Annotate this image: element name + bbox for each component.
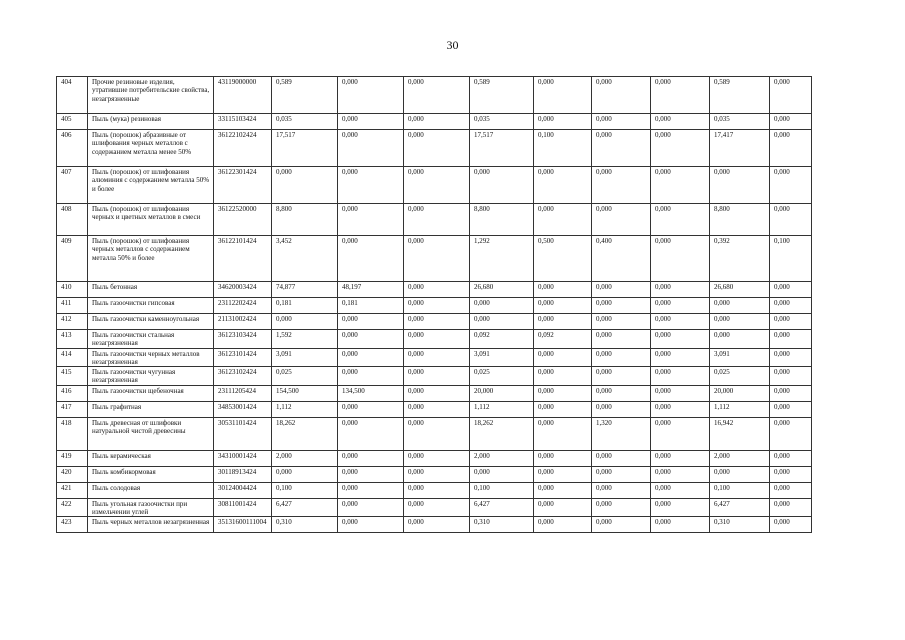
value-cell: 0,100 xyxy=(470,482,534,498)
value-cell: 0,000 xyxy=(770,314,812,330)
value-cell: 0,000 xyxy=(534,204,592,236)
waste-code: 36122301424 xyxy=(214,167,272,204)
value-cell: 0,000 xyxy=(592,401,651,417)
row-number: 420 xyxy=(57,466,88,482)
waste-name: Пыль керамическая xyxy=(88,450,214,466)
value-cell: 0,000 xyxy=(770,367,812,386)
row-number: 423 xyxy=(57,517,88,533)
value-cell: 0,392 xyxy=(710,236,770,282)
value-cell: 0,000 xyxy=(651,314,710,330)
value-cell: 0,000 xyxy=(404,114,470,130)
value-cell: 17,517 xyxy=(272,130,338,167)
table-row xyxy=(57,130,812,167)
row-number: 406 xyxy=(57,130,88,167)
value-cell: 0,000 xyxy=(770,114,812,130)
value-cell: 0,000 xyxy=(404,385,470,401)
row-number: 419 xyxy=(57,450,88,466)
value-cell: 6,427 xyxy=(470,498,534,517)
value-cell: 0,100 xyxy=(770,236,812,282)
row-number: 412 xyxy=(57,314,88,330)
value-cell: 0,000 xyxy=(651,130,710,167)
value-cell: 0,000 xyxy=(534,282,592,298)
value-cell: 0,000 xyxy=(710,167,770,204)
value-cell: 0,000 xyxy=(338,236,404,282)
table-row xyxy=(57,167,812,204)
row-number: 416 xyxy=(57,385,88,401)
value-cell: 0,000 xyxy=(770,482,812,498)
value-cell: 0,000 xyxy=(770,130,812,167)
value-cell: 1,292 xyxy=(470,236,534,282)
value-cell: 0,035 xyxy=(710,114,770,130)
value-cell: 0,000 xyxy=(338,367,404,386)
row-number: 409 xyxy=(57,236,88,282)
waste-code: 36122102424 xyxy=(214,130,272,167)
row-number: 417 xyxy=(57,401,88,417)
value-cell: 0,000 xyxy=(592,517,651,533)
value-cell: 0,000 xyxy=(592,114,651,130)
waste-name: Пыль газоочистки гипсовая xyxy=(88,298,214,314)
value-cell: 0,589 xyxy=(272,77,338,114)
row-number: 418 xyxy=(57,417,88,450)
value-cell: 0,589 xyxy=(470,77,534,114)
value-cell: 26,680 xyxy=(710,282,770,298)
waste-code: 35131600111004 xyxy=(214,517,272,533)
value-cell: 0,000 xyxy=(534,385,592,401)
waste-code: 23111205424 xyxy=(214,385,272,401)
value-cell: 0,000 xyxy=(534,417,592,450)
value-cell: 0,025 xyxy=(710,367,770,386)
waste-code: 36123101424 xyxy=(214,348,272,367)
table-row xyxy=(57,466,812,482)
value-cell: 0,000 xyxy=(592,330,651,349)
value-cell: 0,000 xyxy=(710,466,770,482)
value-cell: 2,000 xyxy=(710,450,770,466)
value-cell: 0,000 xyxy=(534,114,592,130)
value-cell: 0,000 xyxy=(592,348,651,367)
value-cell: 0,100 xyxy=(534,130,592,167)
value-cell: 6,427 xyxy=(710,498,770,517)
value-cell: 1,112 xyxy=(470,401,534,417)
waste-code: 36123102424 xyxy=(214,367,272,386)
row-number: 414 xyxy=(57,348,88,367)
value-cell: 0,000 xyxy=(338,348,404,367)
waste-name: Пыль черных металлов незагрязненная xyxy=(88,517,214,533)
value-cell: 0,000 xyxy=(404,367,470,386)
value-cell: 0,000 xyxy=(710,314,770,330)
waste-name: Пыль бетонная xyxy=(88,282,214,298)
value-cell: 8,800 xyxy=(272,204,338,236)
table-row xyxy=(57,517,812,533)
table-row xyxy=(57,385,812,401)
waste-code: 43119000000 xyxy=(214,77,272,114)
waste-name: Пыль солодовая xyxy=(88,482,214,498)
table-row xyxy=(57,417,812,450)
waste-code: 34620003424 xyxy=(214,282,272,298)
table-row xyxy=(57,77,812,114)
value-cell: 0,100 xyxy=(272,482,338,498)
value-cell: 0,000 xyxy=(770,348,812,367)
value-cell: 0,000 xyxy=(404,314,470,330)
waste-name: Пыль газоочистки чугунная незагрязненная xyxy=(88,367,214,386)
waste-name: Пыль графитная xyxy=(88,401,214,417)
value-cell: 0,000 xyxy=(338,77,404,114)
value-cell: 0,000 xyxy=(404,401,470,417)
waste-code: 30811001424 xyxy=(214,498,272,517)
value-cell: 0,000 xyxy=(592,130,651,167)
value-cell: 0,000 xyxy=(710,330,770,349)
row-number: 407 xyxy=(57,167,88,204)
value-cell: 26,680 xyxy=(470,282,534,298)
row-number: 410 xyxy=(57,282,88,298)
value-cell: 16,942 xyxy=(710,417,770,450)
value-cell: 0,092 xyxy=(534,330,592,349)
value-cell: 0,000 xyxy=(404,348,470,367)
value-cell: 0,000 xyxy=(404,298,470,314)
table-row xyxy=(57,282,812,298)
value-cell: 0,000 xyxy=(770,385,812,401)
waste-name: Пыль угольная газоочистки при измельчении углей xyxy=(88,498,214,517)
waste-name: Пыль газоочистки каменноугольная xyxy=(88,314,214,330)
value-cell: 0,000 xyxy=(338,204,404,236)
value-cell: 0,000 xyxy=(404,282,470,298)
value-cell: 1,112 xyxy=(710,401,770,417)
value-cell: 0,000 xyxy=(534,482,592,498)
value-cell: 18,262 xyxy=(470,417,534,450)
row-number: 411 xyxy=(57,298,88,314)
value-cell: 0,000 xyxy=(534,450,592,466)
value-cell: 0,000 xyxy=(338,167,404,204)
value-cell: 0,000 xyxy=(404,482,470,498)
value-cell: 0,000 xyxy=(404,417,470,450)
value-cell: 0,000 xyxy=(592,282,651,298)
value-cell: 0,000 xyxy=(592,298,651,314)
value-cell: 3,091 xyxy=(272,348,338,367)
value-cell: 154,500 xyxy=(272,385,338,401)
value-cell: 0,000 xyxy=(470,298,534,314)
value-cell: 0,000 xyxy=(338,114,404,130)
value-cell: 0,000 xyxy=(404,330,470,349)
value-cell: 0,000 xyxy=(534,498,592,517)
waste-code: 36122101424 xyxy=(214,236,272,282)
value-cell: 0,000 xyxy=(651,114,710,130)
value-cell: 0,000 xyxy=(770,401,812,417)
row-number: 405 xyxy=(57,114,88,130)
waste-name: Пыль газоочистки щебеночная xyxy=(88,385,214,401)
value-cell: 0,035 xyxy=(470,114,534,130)
waste-code: 30124004424 xyxy=(214,482,272,498)
value-cell: 0,000 xyxy=(651,298,710,314)
value-cell: 0,000 xyxy=(592,498,651,517)
row-number: 422 xyxy=(57,498,88,517)
value-cell: 0,000 xyxy=(770,204,812,236)
value-cell: 0,000 xyxy=(651,204,710,236)
value-cell: 0,000 xyxy=(534,298,592,314)
value-cell: 0,000 xyxy=(470,466,534,482)
table-row xyxy=(57,204,812,236)
value-cell: 0,000 xyxy=(651,367,710,386)
value-cell: 0,000 xyxy=(534,517,592,533)
value-cell: 0,000 xyxy=(770,498,812,517)
value-cell: 17,417 xyxy=(710,130,770,167)
value-cell: 3,452 xyxy=(272,236,338,282)
table-row xyxy=(57,498,812,517)
value-cell: 0,025 xyxy=(272,367,338,386)
value-cell: 0,400 xyxy=(592,236,651,282)
table-row xyxy=(57,114,812,130)
value-cell: 0,000 xyxy=(770,167,812,204)
value-cell: 0,000 xyxy=(651,482,710,498)
value-cell: 3,091 xyxy=(710,348,770,367)
value-cell: 0,092 xyxy=(470,330,534,349)
row-number: 404 xyxy=(57,77,88,114)
waste-code: 30531101424 xyxy=(214,417,272,450)
value-cell: 0,000 xyxy=(770,450,812,466)
table-row xyxy=(57,367,812,386)
value-cell: 2,000 xyxy=(272,450,338,466)
value-cell: 0,000 xyxy=(710,298,770,314)
value-cell: 1,112 xyxy=(272,401,338,417)
value-cell: 2,000 xyxy=(470,450,534,466)
value-cell: 0,000 xyxy=(272,466,338,482)
table-row xyxy=(57,314,812,330)
value-cell: 0,000 xyxy=(592,77,651,114)
value-cell: 0,000 xyxy=(404,450,470,466)
value-cell: 0,000 xyxy=(470,314,534,330)
value-cell: 0,000 xyxy=(770,330,812,349)
value-cell: 0,000 xyxy=(651,330,710,349)
value-cell: 0,000 xyxy=(651,417,710,450)
value-cell: 0,000 xyxy=(404,517,470,533)
value-cell: 0,000 xyxy=(404,236,470,282)
value-cell: 0,000 xyxy=(338,130,404,167)
waste-name: Пыль (порошок) от шлифования черных и цветных металлов в смеси xyxy=(88,204,214,236)
table-body xyxy=(57,77,812,533)
waste-name: Пыль (порошок) от шлифования алюминия с содержанием металла 50% и более xyxy=(88,167,214,204)
table-row xyxy=(57,482,812,498)
table-row xyxy=(57,298,812,314)
waste-name: Пыль газоочистки стальная незагрязненная xyxy=(88,330,214,349)
value-cell: 3,091 xyxy=(470,348,534,367)
value-cell: 1,320 xyxy=(592,417,651,450)
value-cell: 0,000 xyxy=(534,77,592,114)
value-cell: 0,000 xyxy=(770,282,812,298)
value-cell: 0,000 xyxy=(338,417,404,450)
value-cell: 0,000 xyxy=(592,204,651,236)
value-cell: 0,000 xyxy=(338,482,404,498)
value-cell: 0,000 xyxy=(651,517,710,533)
value-cell: 0,000 xyxy=(404,466,470,482)
value-cell: 0,589 xyxy=(710,77,770,114)
value-cell: 0,000 xyxy=(534,167,592,204)
value-cell: 0,000 xyxy=(534,367,592,386)
value-cell: 0,000 xyxy=(651,401,710,417)
value-cell: 0,000 xyxy=(338,314,404,330)
value-cell: 17,517 xyxy=(470,130,534,167)
value-cell: 18,262 xyxy=(272,417,338,450)
value-cell: 0,000 xyxy=(338,517,404,533)
value-cell: 0,000 xyxy=(338,330,404,349)
value-cell: 0,000 xyxy=(770,298,812,314)
value-cell: 48,197 xyxy=(338,282,404,298)
value-cell: 134,500 xyxy=(338,385,404,401)
value-cell: 0,000 xyxy=(770,517,812,533)
value-cell: 0,000 xyxy=(404,167,470,204)
waste-name: Пыль газоочистки черных металлов незагрязненная xyxy=(88,348,214,367)
row-number: 421 xyxy=(57,482,88,498)
value-cell: 0,000 xyxy=(338,466,404,482)
waste-code: 36123103424 xyxy=(214,330,272,349)
value-cell: 0,000 xyxy=(592,482,651,498)
value-cell: 0,000 xyxy=(592,167,651,204)
value-cell: 0,025 xyxy=(470,367,534,386)
value-cell: 0,000 xyxy=(651,77,710,114)
table-row xyxy=(57,236,812,282)
value-cell: 0,000 xyxy=(770,77,812,114)
value-cell: 0,000 xyxy=(592,466,651,482)
row-number: 415 xyxy=(57,367,88,386)
value-cell: 0,000 xyxy=(592,314,651,330)
value-cell: 0,000 xyxy=(534,348,592,367)
value-cell: 20,000 xyxy=(470,385,534,401)
value-cell: 0,000 xyxy=(338,450,404,466)
value-cell: 0,000 xyxy=(404,77,470,114)
waste-name: Прочие резиновые изделия, утратившие потребительские свойства, незагрязненные xyxy=(88,77,214,114)
waste-code: 34853001424 xyxy=(214,401,272,417)
table-row xyxy=(57,330,812,349)
waste-code: 33115103424 xyxy=(214,114,272,130)
waste-code: 36122520000 xyxy=(214,204,272,236)
value-cell: 0,000 xyxy=(651,385,710,401)
value-cell: 74,877 xyxy=(272,282,338,298)
table-row xyxy=(57,348,812,367)
page-number: 30 xyxy=(446,38,459,52)
waste-name: Пыль (мука) резиновая xyxy=(88,114,214,130)
value-cell: 1,592 xyxy=(272,330,338,349)
value-cell: 0,000 xyxy=(404,204,470,236)
value-cell: 0,000 xyxy=(651,498,710,517)
value-cell: 0,035 xyxy=(272,114,338,130)
value-cell: 0,000 xyxy=(470,167,534,204)
value-cell: 0,000 xyxy=(651,450,710,466)
value-cell: 0,310 xyxy=(272,517,338,533)
waste-name: Пыль комбикормовая xyxy=(88,466,214,482)
waste-name: Пыль (порошок) абразивные от шлифования черных металлов с содержанием металла менее 50% xyxy=(88,130,214,167)
table-row xyxy=(57,401,812,417)
value-cell: 0,310 xyxy=(470,517,534,533)
waste-table xyxy=(56,76,812,533)
value-cell: 0,000 xyxy=(272,314,338,330)
table-row xyxy=(57,450,812,466)
value-cell: 0,000 xyxy=(272,167,338,204)
value-cell: 0,181 xyxy=(272,298,338,314)
value-cell: 8,800 xyxy=(710,204,770,236)
row-number: 408 xyxy=(57,204,88,236)
value-cell: 0,000 xyxy=(338,401,404,417)
value-cell: 0,000 xyxy=(651,282,710,298)
value-cell: 0,000 xyxy=(534,314,592,330)
value-cell: 0,100 xyxy=(710,482,770,498)
value-cell: 0,181 xyxy=(338,298,404,314)
value-cell: 8,800 xyxy=(470,204,534,236)
value-cell: 0,000 xyxy=(404,498,470,517)
value-cell: 0,000 xyxy=(534,466,592,482)
row-number: 413 xyxy=(57,330,88,349)
value-cell: 0,310 xyxy=(710,517,770,533)
value-cell: 0,000 xyxy=(770,466,812,482)
value-cell: 0,000 xyxy=(534,401,592,417)
value-cell: 0,000 xyxy=(592,385,651,401)
value-cell: 20,000 xyxy=(710,385,770,401)
value-cell: 0,000 xyxy=(404,130,470,167)
waste-name: Пыль (порошок) от шлифования черных металлов с содержанием металла 50% и более xyxy=(88,236,214,282)
waste-name: Пыль древесная от шлифовки натуральной чистой древесины xyxy=(88,417,214,450)
waste-code: 30118913424 xyxy=(214,466,272,482)
value-cell: 0,000 xyxy=(651,348,710,367)
value-cell: 0,000 xyxy=(338,498,404,517)
value-cell: 0,000 xyxy=(651,466,710,482)
value-cell: 0,000 xyxy=(651,167,710,204)
waste-code: 23112202424 xyxy=(214,298,272,314)
value-cell: 0,000 xyxy=(592,450,651,466)
value-cell: 0,500 xyxy=(534,236,592,282)
value-cell: 0,000 xyxy=(651,236,710,282)
value-cell: 6,427 xyxy=(272,498,338,517)
value-cell: 0,000 xyxy=(770,417,812,450)
waste-code: 21131002424 xyxy=(214,314,272,330)
value-cell: 0,000 xyxy=(592,367,651,386)
waste-code: 34310001424 xyxy=(214,450,272,466)
